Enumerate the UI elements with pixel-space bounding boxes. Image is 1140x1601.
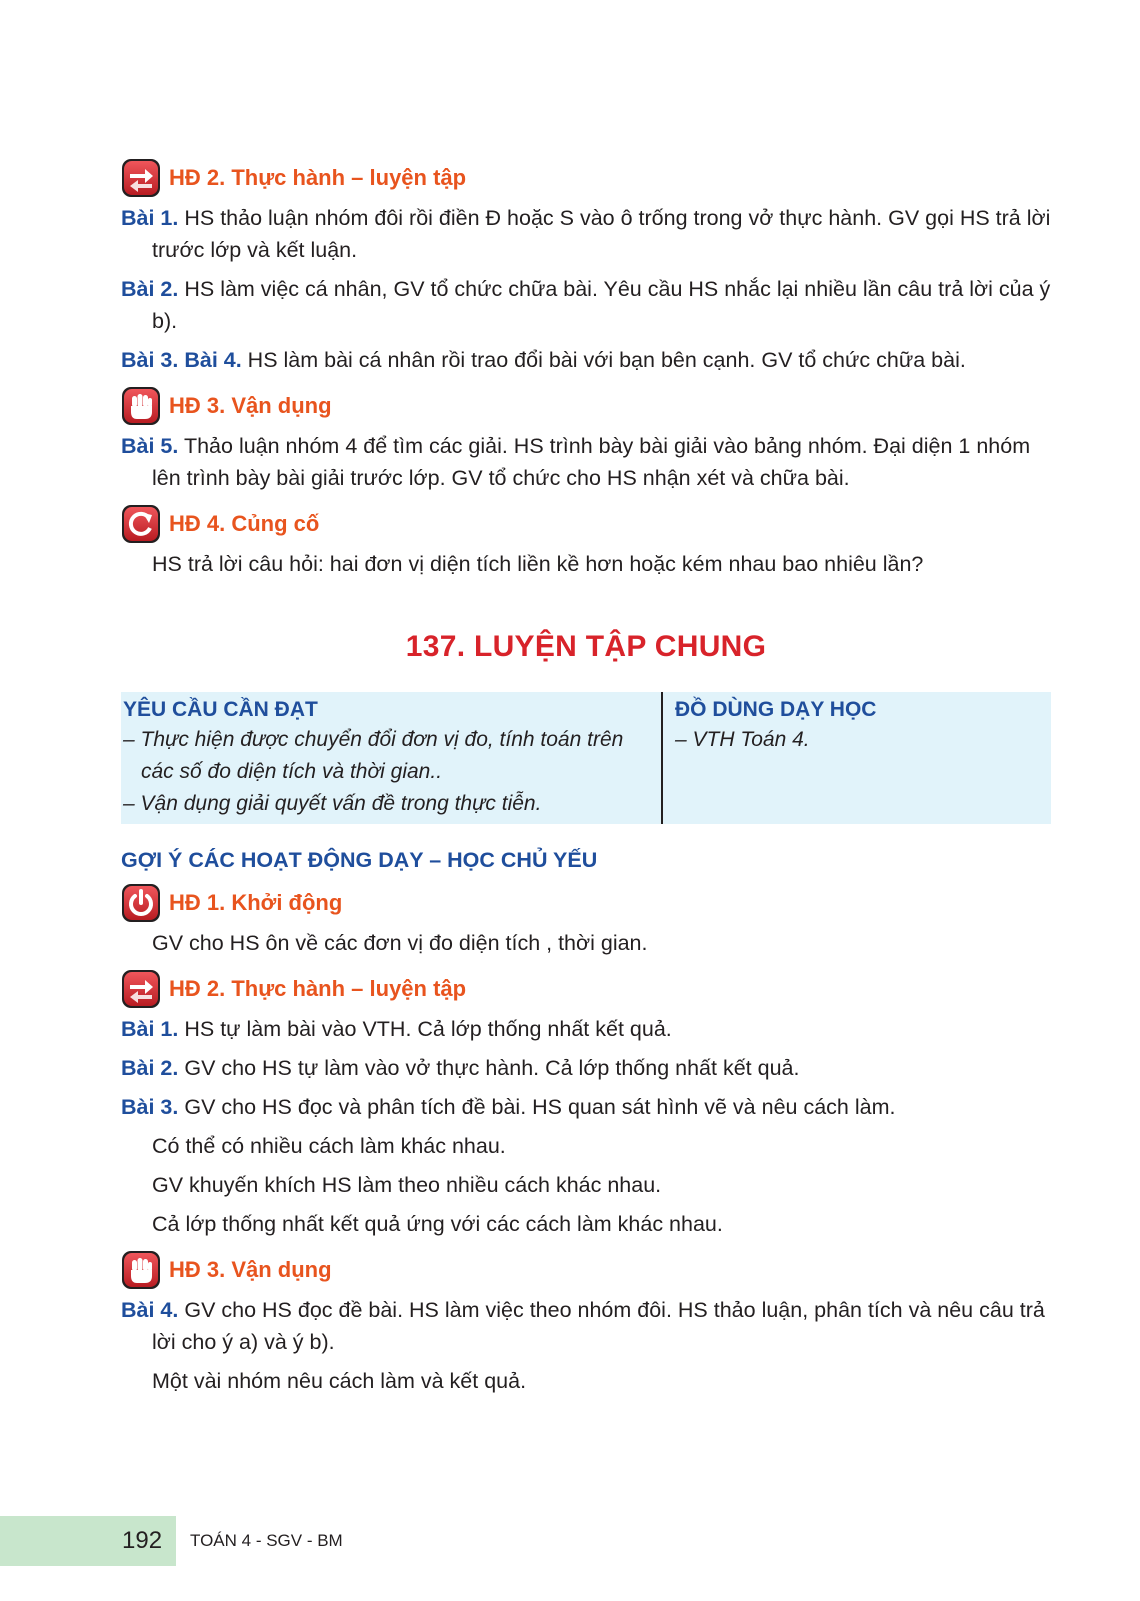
exercise-note: Cả lớp thống nhất kết quả ứng với các cách làm khác nhau. — [152, 1212, 723, 1236]
activity-title: HĐ 4. Củng cố — [169, 511, 320, 536]
activity-header-hd4 — [121, 502, 1051, 546]
requirements-column — [121, 692, 663, 824]
exercise-item — [121, 202, 1051, 266]
exercise-note: Một vài nhóm nêu cách làm và kết quả. — [152, 1369, 527, 1393]
exercise-label: Bài 1. — [121, 206, 179, 230]
requirement-item: – Vận dụng giải quyết vấn đề trong thực tiễn. — [123, 792, 542, 815]
section-title: GỢI Ý CÁC HOẠT ĐỘNG DẠY – HỌC CHỦ YẾU — [121, 848, 598, 872]
exercise-text: Thảo luận nhóm 4 để tìm các giải. HS trình bày bài giải vào bảng nhóm. Đại diện 1 nhóm lên trình bày bài giải trước lớp. GV tổ chức cho HS nhận xét và chữa bài. — [152, 434, 1031, 490]
activity-text: HS trả lời câu hỏi: hai đơn vị diện tích liền kề hơn hoặc kém nhau bao nhiêu lần? — [152, 552, 924, 576]
exercise-item — [121, 430, 1051, 494]
power-icon — [121, 883, 161, 923]
tools-column — [663, 692, 1051, 824]
activity-title: HĐ 2. Thực hành – luyện tập — [169, 976, 467, 1001]
refresh-icon — [121, 504, 161, 544]
exercise-label: Bài 5. — [121, 434, 179, 458]
exercise-item — [121, 1294, 1051, 1358]
activity-header-hd2 — [121, 967, 1051, 1011]
exercise-note: Có thể có nhiều cách làm khác nhau. — [152, 1134, 506, 1158]
activity-header-hd3 — [121, 384, 1051, 428]
exercise-label: Bài 2. — [121, 277, 179, 301]
fist-icon — [121, 1250, 161, 1290]
page-content — [121, 148, 1051, 1404]
fist-icon — [121, 386, 161, 426]
page-number: 192 — [122, 1527, 163, 1554]
exercise-text: HS tự làm bài vào VTH. Cả lớp thống nhất kết quả. — [178, 1017, 672, 1041]
exercise-text: GV cho HS đọc đề bài. HS làm việc theo nhóm đôi. HS thảo luận, phân tích và nêu câu trả lời cho ý a) và ý b). — [152, 1298, 1045, 1354]
exercise-label: Bài 2. — [121, 1056, 179, 1080]
activity-header-hd3 — [121, 1248, 1051, 1292]
exercise-label: Bài 1. — [121, 1017, 179, 1041]
requirements-heading: YÊU CẦU CẦN ĐẠT — [123, 698, 318, 721]
activity-title: HĐ 2. Thực hành – luyện tập — [169, 165, 467, 190]
exercise-text: GV cho HS tự làm vào vở thực hành. Cả lớp thống nhất kết quả. — [178, 1056, 800, 1080]
exercise-item — [121, 1013, 1051, 1045]
lesson-title: 137. LUYỆN TẬP CHUNG — [405, 630, 767, 663]
practice-arrows-icon — [121, 969, 161, 1009]
activity-header-hd2 — [121, 156, 1051, 200]
exercise-item — [121, 344, 1051, 376]
exercise-label: Bài 4. — [121, 1298, 179, 1322]
exercise-item — [121, 273, 1051, 337]
activity-title: HĐ 1. Khởi động — [169, 890, 343, 915]
tool-item: – VTH Toán 4. — [675, 728, 810, 751]
activity-text: GV cho HS ôn về các đơn vị đo diện tích , thời gian. — [152, 931, 648, 955]
exercise-label: Bài 3. Bài 4. — [121, 348, 242, 372]
activity-header-hd1 — [121, 881, 1051, 925]
tools-heading: ĐỒ DÙNG DẠY HỌC — [675, 698, 877, 721]
exercise-text: HS làm bài cá nhân rồi trao đổi bài với bạn bên cạnh. GV tổ chức chữa bài. — [241, 348, 966, 372]
exercise-note: GV khuyến khích HS làm theo nhiều cách khác nhau. — [152, 1173, 662, 1197]
exercise-text: GV cho HS đọc và phân tích đề bài. HS quan sát hình vẽ và nêu cách làm. — [178, 1095, 896, 1119]
exercise-text: HS thảo luận nhóm đôi rồi điền Đ hoặc S vào ô trống trong vở thực hành. GV gọi HS trả lời trước lớp và kết luận. — [152, 206, 1051, 262]
exercise-item — [121, 1052, 1051, 1084]
exercise-text: HS làm việc cá nhân, GV tổ chức chữa bài. Yêu cầu HS nhắc lại nhiều lần câu trả lời của ý b). — [152, 277, 1051, 333]
requirements-table — [121, 692, 1051, 824]
requirement-item: – Thực hiện được chuyển đổi đơn vị đo, tính toán trên các số đo diện tích và thời gian.. — [123, 728, 624, 783]
exercise-label: Bài 3. — [121, 1095, 179, 1119]
practice-arrows-icon — [121, 158, 161, 198]
activity-title: HĐ 3. Vận dụng — [169, 393, 332, 418]
book-title: TOÁN 4 - SGV - BM — [190, 1531, 343, 1550]
activity-title: HĐ 3. Vận dụng — [169, 1257, 332, 1282]
exercise-item — [121, 1091, 1051, 1123]
